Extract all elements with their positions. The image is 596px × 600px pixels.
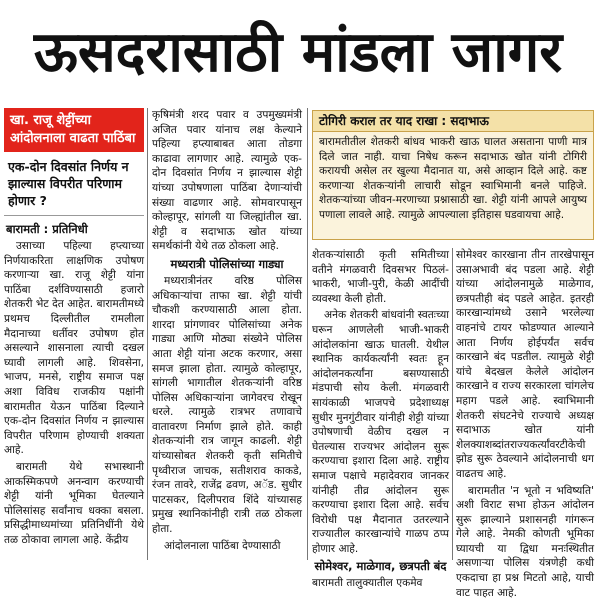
box-text: बारामतीतील शेतकरी बांधव भाकरी खाऊ घालत असताना पाणी मात्र दिले जात नाही. याचा निषेध करून सदाभाऊ खोत यांनी टोगिरी करायची असेल तर खुल्या मैदानात या, असे आव्हान दिले आहे. कष्ट करणाऱ्या शेतकऱ्यांनी लाचारी सोडून स्वाभिमानी बनले पाहिजे. शेतकऱ्यांच्या जीवन-मरणाच्या प्रश्नासाठी खा. शेट्टी यांनी आपले आयुष्य पणाला लावले आहे. त्यामुळे आपल्याला इतिहास घडवायचा आहे. — [313, 132, 593, 226]
headline-block — [0, 0, 596, 100]
article-body — [152, 108, 302, 254]
left-story-column-1 — [4, 108, 144, 560]
byline: बारामती : प्रतिनिधी — [4, 216, 144, 239]
paragraph: कृषिमंत्री शरद पवार व उपमुख्यमंत्री अजित पवार यांनाच लक्ष केल्याने पहिल्या हप्त्याबाबत आता तोडगा काढावा लागणार आहे. त्यामुळे एक-दोन दिवसांत निर्णय न झाल्यास शेट्टी यांच्या उपोषणाला पाठिंबा देणाऱ्यांची संख्या वाढणार आहे. सोमवारपासून कोल्हापूर, सांगली या जिल्ह्यांतील खा. शेट्टी व सदाभाऊ खोत यांच्या समर्थकांनी येथे तळ ठोकला आहे. — [152, 108, 302, 254]
article-body — [4, 239, 144, 547]
box-title: टोगिरी कराल तर याद राखा : सदाभाऊ — [313, 111, 593, 132]
article-body — [456, 248, 594, 600]
article-body — [312, 576, 449, 591]
paragraph: शेतकऱ्यांसाठी कृती समितीच्या वतीने मंगळवारी दिवसभर पिठलं-भाकरी, भाजी-पुरी, केळी आदींची व्यवस्था केली होती. — [312, 248, 449, 306]
right-story-column-1 — [312, 248, 449, 560]
right-story-column-2 — [456, 248, 594, 560]
headline: ऊसदरासाठी मांडला जागर — [34, 12, 562, 88]
paragraph: अनेक शेतकरी बांधवांनी स्वतःच्या घरून आणलेली भाजी-भाकरी आंदोलकांना खाऊ घातली. येथील स्थानिक कार्यकर्त्यांनी स्वतः हून आंदोलनकर्त्यांना बसण्यासाठी मंडपाची सोय केली. मंगळवारी सायंकाळी भाजपचे प्रदेशाध्यक्ष सुधीर मुनगुंटीवार यांनीही शेट्टी यांच्या उपोषणाची वेळीच दखल न घेतल्यास राज्यभर आंदोलन सुरू करण्याचा इशारा दिला आहे. राष्ट्रीय समाज पक्षाचे महादेवराव जानकर यांनीही तीव्र आंदोलन सुरू करण्याचा इशारा दिला आहे. सर्वच विरोधी पक्ष मैदानात उतरल्याने राज्यातील कारखान्यांचे गाळप ठप्प होणार आहे. — [312, 308, 449, 556]
paragraph: बारामतीत 'न भूतो न भविष्यति' अशी विराट सभा होऊन आंदोलन सुरू झाल्याने प्रशासनही गांगरून गेले आहे. नेमकी कोणती भूमिका घ्यायची या द्विधा मनःस्थितीत असणाऱ्या पोलिस यंत्रणेही कधी एकदाचा हा प्रश्न मिटतो आहे, याची वाट पाहत आहे. — [456, 484, 594, 600]
article-body — [312, 248, 449, 556]
column-divider — [452, 248, 453, 560]
paragraph: आंदोलनाला पाठिंबा देण्यासाठी — [152, 539, 302, 554]
section-subhead: सोमेश्वर, माळेगाव, छत्रपती बंद — [312, 559, 449, 573]
story-subdeck: एक-दोन दिवसांत निर्णय न झाल्यास विपरीत परिणाम होणार ? — [4, 152, 144, 216]
paragraph: बारामती येथे सभास्थानी आकस्मिकपणे अनन्वाग करण्याची शेट्टी यांनी भूमिका घेतल्याने पोलिसांसह सर्वांनाच धक्का बसला. प्रसिद्धीमाध्यमांच्या प्रतिनिधींनी येथे तळ ठोकावा लागला आहे. केंद्रीय — [4, 460, 144, 548]
paragraph: मध्यरात्रीनंतर वरिष्ठ पोलिस अधिकाऱ्यांचा ताफा खा. शेट्टी यांची चौकशी करण्यासाठी आला होता. शारदा प्रांगणावर पोलिसांच्या अनेक गाड्या आणि मोठ्या संख्येने पोलिस आता शेट्टी यांना अटक करणार, असा समज झाला होता. त्यामुळे कोल्हापूर, सांगली भागातील शेतकऱ्यांनी वरिष्ठ पोलिस अधिकाऱ्यांना जागेवरच रोखून धरले. त्यामुळे रात्रभर तणावाचे वातावरण निर्माण झाले होते. काही शेतकऱ्यांनी रात्र जागून काढली. शेट्टी यांच्यासोबत शेतकरी कृती समितीचे पृथ्वीराज जाचक, सतीशराव काकडे, रंजन तावरे, राजेंद्र ढवण, अॅड. सुधीर पाटसकर, दिलीपराव शिंदे यांच्यासह प्रमुख स्थानिकांनीही रात्री तळ ठोकला होता. — [152, 274, 302, 537]
paragraph: सोमेश्वर कारखाना तीन तारखेपासून उसाअभावी बंद पडला आहे. शेट्टी यांच्या आंदोलनामुळे माळेगाव, छत्रपतीही बंद पडले आहेत. इतरही कारखान्यांमध्ये उसाने भरलेल्या वाहनांचे टायर फोडण्यात आल्याने आता निर्णय होईपर्यंत सर्वच कारखाने बंद पडतील. त्यामुळे शेट्टी यांचे बेदखल केलेले आंदोलन कारखाने व राज्य सरकारला चांगलेच महाग पडले आहे. स्वाभिमानी शेतकरी संघटनेचे राज्याचे अध्यक्ष सदाभाऊ खोत यांनी शेलक्याशब्दांतराज्यकर्त्यांवरटीकेची झोड सुरू ठेवल्याने आंदोलनाची धग वाढतच आहे. — [456, 248, 594, 482]
paragraph: बारामती तालुक्यातील एकमेव — [312, 576, 449, 591]
section-subhead: मध्यरात्री पोलिसांच्या गाड्या — [152, 257, 302, 271]
column-divider — [307, 108, 308, 560]
article-body — [152, 274, 302, 553]
highlight-box — [312, 110, 594, 240]
column-divider — [147, 108, 148, 560]
paragraph: उसाच्या पहिल्या हप्त्याच्या निर्णयाकरिता लाक्षणिक उपोषण करणाऱ्या खा. राजू शेट्टी यांना पाठिंबा दर्शविण्यासाठी हजारो शेतकरी भेट देत आहेत. बारामतीमध्ये प्रथमच दिल्लीतील रामलीला मैदानाच्या धर्तीवर उपोषण होत असल्याने शासनाला त्याची दखल घ्यावी लागली आहे. शिवसेना, भाजप, मनसे, राष्ट्रीय समाज पक्ष अशा विविध राजकीय पक्षांनी बारामतीत येऊन पाठिंबा दिल्याने एक-दोन दिवसांत निर्णय न झाल्यास विपरीत परिणाम होण्याची शक्यता आहे. — [4, 239, 144, 458]
story-kicker: खा. राजू शेट्टींच्या आंदोलनाला वाढता पाठिंबा — [4, 108, 144, 152]
left-story-column-2 — [152, 108, 302, 560]
